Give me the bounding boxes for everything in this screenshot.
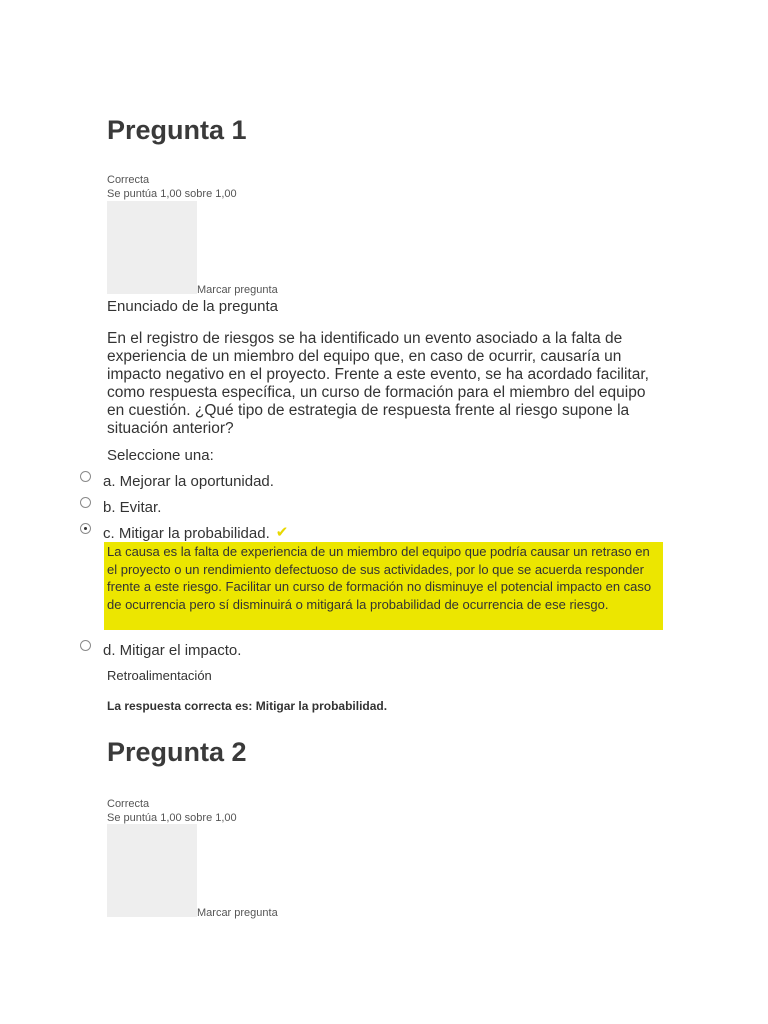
option-d-radio[interactable] [80, 640, 91, 651]
question-1-statement-label: Enunciado de la pregunta [107, 298, 278, 315]
question-2-flag-image [107, 824, 197, 917]
question-2-state: Correcta [107, 798, 150, 810]
option-b-label[interactable]: b. Evitar. [103, 499, 162, 516]
option-b[interactable] [80, 497, 161, 517]
option-b-radio[interactable] [80, 497, 91, 508]
check-icon: ✔ [275, 524, 289, 541]
option-a-radio[interactable] [80, 471, 91, 482]
question-1-score: Se puntúa 1,00 sobre 1,00 [107, 188, 237, 200]
question-2-flag-button[interactable]: Marcar pregunta [197, 907, 278, 919]
question-2-title: Pregunta 2 [107, 737, 247, 767]
question-1-title: Pregunta 1 [107, 115, 247, 145]
question-1-select-label: Seleccione una: [107, 447, 214, 464]
question-1-text: En el registro de riesgos se ha identificado un evento asociado a la falta de experiencia de un miembro del equipo que, en caso de ocurrir, causaría un impacto negativo en el proyecto. Frente a este evento, se ha acordado facilitar, como respuesta específica, un curso de formación para el miembro del equipo en cuestión. ¿Qué tipo de estrategia de respuesta frente al riesgo supone la situación anterior? [107, 330, 649, 437]
option-a[interactable] [80, 471, 274, 491]
option-c-radio[interactable] [80, 523, 91, 534]
option-c-label[interactable]: c. Mitigar la probabilidad. [103, 525, 270, 542]
option-a-label[interactable]: a. Mejorar la oportunidad. [103, 473, 274, 490]
feedback-label: Retroalimentación [107, 668, 212, 683]
question-1-flag-button[interactable]: Marcar pregunta [197, 284, 278, 296]
question-2-score: Se puntúa 1,00 sobre 1,00 [107, 812, 237, 824]
question-1-flag-image [107, 201, 197, 294]
specific-feedback: La causa es la falta de experiencia de un miembro del equipo que podría causar un retraso en el proyecto o un rendimiento defectuoso de sus actividades, por lo que se acuerda responder frente a este riesgo. Facilitar un curso de formación no disminuye el potencial impacto en caso de ocurrencia pero sí disminuirá o mitigará la probabilidad de ocurrencia de ese riesgo. [104, 542, 663, 630]
question-1-state: Correcta [107, 174, 150, 186]
option-d-label[interactable]: d. Mitigar el impacto. [103, 642, 242, 659]
right-answer: La respuesta correcta es: Mitigar la probabilidad. [107, 699, 388, 713]
option-c[interactable] [80, 523, 288, 543]
option-d[interactable] [80, 640, 241, 660]
